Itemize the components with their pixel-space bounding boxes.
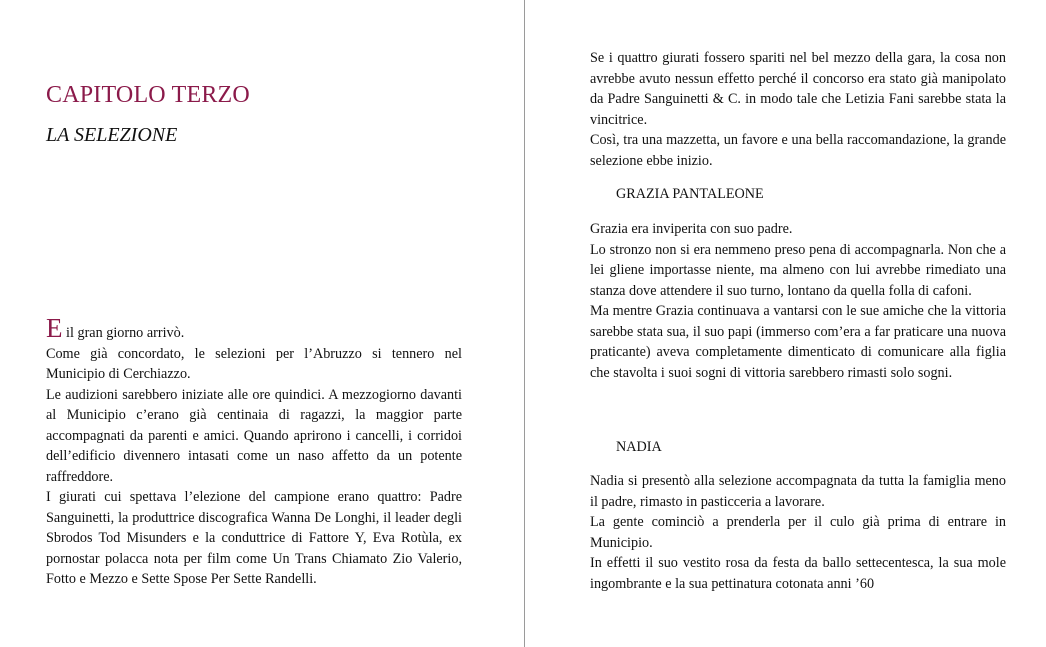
paragraph: Ma mentre Grazia continuava a vantarsi con le sue amiche che la vittoria sarebbe stata sua, il suo papi (immerso com’era a far praticare una nuova praticante) aveva completamente dimenticato di comunicare alla figlia che stavolta i suoi sogni di vittoria sarebbero rimasti solo sogni. [590, 303, 1006, 381]
paragraph: In effetti il suo vestito rosa da festa da ballo settecentesca, la sua mole ingombrante e la sua pettinatura cotonata anni ’60 [590, 555, 1006, 592]
section-heading-nadia: NADIA [616, 439, 662, 455]
right-intro-text [590, 48, 1006, 171]
paragraph: Nadia si presentò alla selezione accompagnata da tutta la famiglia meno il padre, rimasto in pasticceria a lavorare. [590, 473, 1006, 510]
paragraph: Così, tra una mazzetta, un favore e una bella raccomandazione, la grande selezione ebbe inizio. [590, 132, 1006, 169]
paragraph: Se i quattro giurati fossero spariti nel bel mezzo della gara, la cosa non avrebbe avuto nessun effetto perché il concorso era stato già manipolato da Padre Sanguinetti & C. in modo tale che Letizia Fani sarebbe stata la vincitrice. [590, 50, 1006, 128]
paragraph: Grazia era inviperita con suo padre. [590, 221, 793, 237]
paragraph: Lo stronzo non si era nemmeno preso pena di accompagnarla. Non che a lei gliene importasse niente, ma almeno con lui avrebbe rimediato una stanza dove attendere il suo turno, lontano da quella folla di cafoni. [590, 241, 1006, 299]
right-page [526, 0, 1046, 647]
paragraph: Come già concordato, le selezioni per l’Abruzzo si tennero nel Municipio di Cerchiazzo. [46, 345, 462, 382]
left-body-text [46, 313, 462, 590]
section-heading-grazia: GRAZIA PANTALEONE [616, 186, 764, 202]
paragraph: La gente cominciò a prenderla per il culo già prima di entrare in Municipio. [590, 514, 1006, 551]
section-text-nadia [590, 471, 1006, 594]
opening-paragraph [46, 313, 462, 344]
drop-cap: E [46, 313, 63, 343]
opening-line: il gran giorno arrivò. [62, 325, 185, 341]
section-text-grazia [590, 219, 1006, 383]
page-gutter-divider [524, 0, 525, 647]
paragraph: I giurati cui spettava l’elezione del campione erano quattro: Padre Sanguinetti, la produttrice discografica Wanna De Longhi, il leader degli Sbrodos Tod Misunders e la conduttrice di Fattore Y, Eva Rotùla, ex pornostar polacca nota per film come Un Trans Chiamato Zio Valerio, Fotto e Mezzo e Sette Spose Per Sette Randelli. [46, 489, 462, 587]
paragraph: Le audizioni sarebbero iniziate alle ore quindici. A mezzogiorno davanti al Municipio c’erano già centinaia di ragazzi, la maggior parte accompagnati da parenti e amici. Quando aprirono i cancelli, i corridoi dell’edificio divennero intasati come un naso affetto da un potente raffreddore. [46, 386, 462, 485]
chapter-title: CAPITOLO TERZO [46, 82, 250, 108]
chapter-subtitle: LA SELEZIONE [46, 124, 178, 146]
